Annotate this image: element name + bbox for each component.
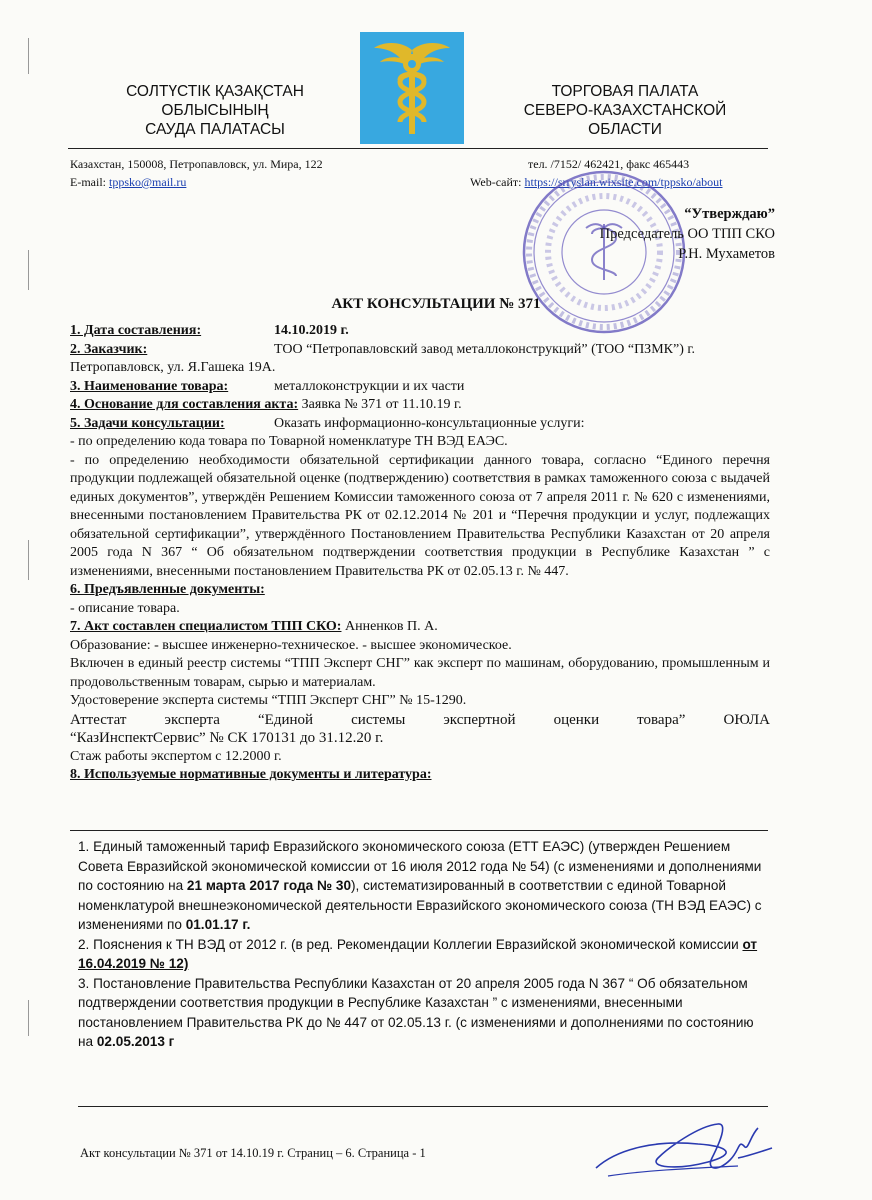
reference-text: 3. Постановление Правительства Республики Казахстан от 20 апреля 2005 года N 367 “ Об обязательном подтверждении соответствия продукции в Республике Казахстан ” с изменениями, внесенными постановлением Правительства РК до № 447 от 02.05.13 г. (с изменениями и дополнениями по состоянию на — [78, 975, 754, 1049]
task-item: - по определению необходимости обязательной сертификации данного товара, согласно “Единого перечня продукции подлежащей обязательной оценке (подтверждению) соответствия в рамках таможенного союза с выдачей единых документов”, утверждён Решением Комиссии таможенного союза от 7 апреля 2011 г. № 620 с изменениями, внесенными постановлением Правительства РК от 02.12.2014 № 201 и “Перечня продукции и услуг, подлежащих обязательной сертификации”, утверждённого Постановлением Правительства Республики Казахстан от 20 апреля 2005 года N 367 “ Об обязательном подтверждении соответствия продукции в Республике Казахстан ” с изменениями, внесенными постановлением Правительства РК от 02.05.13 г. № 447. — [70, 452, 770, 579]
header-left-line: САУДА ПАЛАТАСЫ — [145, 121, 285, 138]
field-expert — [70, 618, 770, 637]
header-right-line: ОБЛАСТИ — [588, 121, 662, 138]
scan-edge-mark — [28, 540, 29, 580]
date-label: 1. Дата составления: — [70, 323, 202, 338]
references-top-divider — [70, 830, 768, 831]
goods-label: 3. Наименование товара: — [70, 378, 229, 394]
website-link[interactable]: https://srryslan.wixsite.com/tppsko/about — [524, 175, 723, 189]
chamber-logo — [360, 32, 464, 144]
email-line — [70, 174, 186, 190]
document-title: АКТ КОНСУЛЬТАЦИИ № 371 — [331, 296, 541, 312]
scan-edge-mark — [28, 38, 29, 74]
address: Казахстан, 150008, Петропавловск, ул. Мира, 122 — [70, 157, 323, 171]
footer-divider — [78, 1106, 768, 1107]
docs-label: 6. Предъявленные документы: — [70, 582, 265, 597]
reference-emphasis: 01.01.17 г. — [185, 917, 251, 932]
basis-value: Заявка № 371 от 11.10.19 г. — [301, 397, 462, 412]
reference-emphasis: 21 марта 2017 года № 30 — [186, 878, 352, 893]
header-divider — [68, 148, 768, 149]
header-kazakh-name — [90, 82, 340, 139]
references-list — [78, 837, 768, 1052]
phone: тел. /7152/ 462421, факс 465443 — [528, 157, 690, 171]
basis-label: 4. Основание для составления акта: — [70, 397, 299, 412]
header-left-line: СОЛТҮСТІК ҚАЗАҚСТАН — [126, 83, 304, 100]
handwritten-signature — [588, 1118, 778, 1190]
field-basis — [70, 396, 770, 415]
tasks-value: Оказать информационно-консультационные услуги: — [274, 415, 585, 431]
approval-title: “Утверждаю” — [684, 206, 775, 222]
reference-emphasis: 02.05.2013 г — [96, 1034, 175, 1049]
expert-attestat: Аттестат эксперта “Единой системы экспертной оценки товара” ОЮЛА — [70, 711, 770, 728]
date-value: 14.10.2019 г. — [274, 323, 349, 338]
expert-name: Анненков П. А. — [344, 619, 438, 634]
act-body — [70, 322, 770, 785]
tasks-label: 5. Задачи консультации: — [70, 415, 225, 431]
reference-item — [78, 837, 768, 935]
customer-label: 2. Заказчик: — [70, 341, 148, 357]
approval-name: Р.Н. Мухаметов — [678, 246, 775, 262]
expert-certificate: Удостоверение эксперта системы “ТПП Эксперт СНГ” № 15-1290. — [70, 693, 467, 708]
reference-item — [78, 935, 768, 974]
field-goods — [70, 378, 770, 397]
reference-item — [78, 974, 768, 1052]
email-link[interactable]: tppsko@mail.ru — [109, 175, 187, 189]
website-label: Web-сайт: — [470, 175, 522, 189]
task-item: - по определению кода товара по Товарной номенклатуре ТН ВЭД ЕАЭС. — [70, 434, 508, 449]
header-russian-name — [495, 82, 755, 139]
docs-value: - описание товара. — [70, 600, 180, 616]
expert-education: Образование: - высшее инженерно-техническое. - высшее экономическое. — [70, 637, 512, 653]
scan-edge-mark — [28, 1000, 29, 1036]
expert-label: 7. Акт составлен специалистом ТПП СКО: — [70, 619, 342, 634]
field-date — [70, 322, 770, 341]
reference-text: 2. Пояснения к ТН ВЭД от 2012 г. (в ред. Рекомендации Коллегии Евразийской экономической комиссии — [78, 936, 743, 952]
reference-text: 1. Единый таможенный тариф Евразийского экономического союза (ЕТТ ЕАЭС) (утвержден Решением Совета Евразийской экономической комиссии от 16 июля 2012 года № 54) (с изменениями и дополнениями по состоянию на — [78, 839, 762, 893]
reference-text: ), систематизированный в соответствии с единой Товарной номенклатурой внешнеэкономической деятельности Евразийского экономического союза (ТН ВЭД ЕАЭС) с изменениями по — [78, 878, 762, 932]
header-left-line: ОБЛЫСЫНЫҢ — [161, 102, 269, 119]
header-right-line: ТОРГОВАЯ ПАЛАТА — [551, 83, 699, 100]
expert-experience: Стаж работы экспертом с 12.2000 г. — [70, 748, 282, 764]
literature-label: 8. Используемые нормативные документы и литература: — [70, 767, 432, 782]
header-right-line: СЕВЕРО-КАЗАХСТАНСКОЙ — [523, 102, 727, 119]
approval-position: Председатель ОО ТПП СКО — [599, 226, 775, 242]
reference-emphasis: от 16.04.2019 № 12) — [78, 936, 758, 971]
expert-attestat-cont: “КазИнспектСервис” № СК 170131 до 31.12.20 г. — [70, 730, 384, 746]
field-tasks — [70, 415, 770, 434]
goods-value: металлоконструкции и их части — [274, 378, 465, 394]
approval-block — [560, 204, 775, 264]
scan-edge-mark — [28, 250, 29, 290]
customer-address: Петропавловск, ул. Я.Гашека 19А. — [70, 360, 276, 375]
page-footer: Акт консультации № 371 от 14.10.19 г. Страниц – 6. Страница - 1 — [80, 1146, 426, 1160]
field-customer — [70, 341, 770, 360]
customer-value: ТОО “Петропавловский завод металлоконструкций” (ТОО “ПЗМК”) г. — [274, 341, 696, 357]
expert-registry: Включен в единый реестр системы “ТПП Эксперт СНГ” как эксперт по машинам, оборудованию, промышленным и продовольственным товарам, сырью и материалам. — [70, 656, 770, 690]
email-label: E-mail: — [70, 175, 106, 189]
